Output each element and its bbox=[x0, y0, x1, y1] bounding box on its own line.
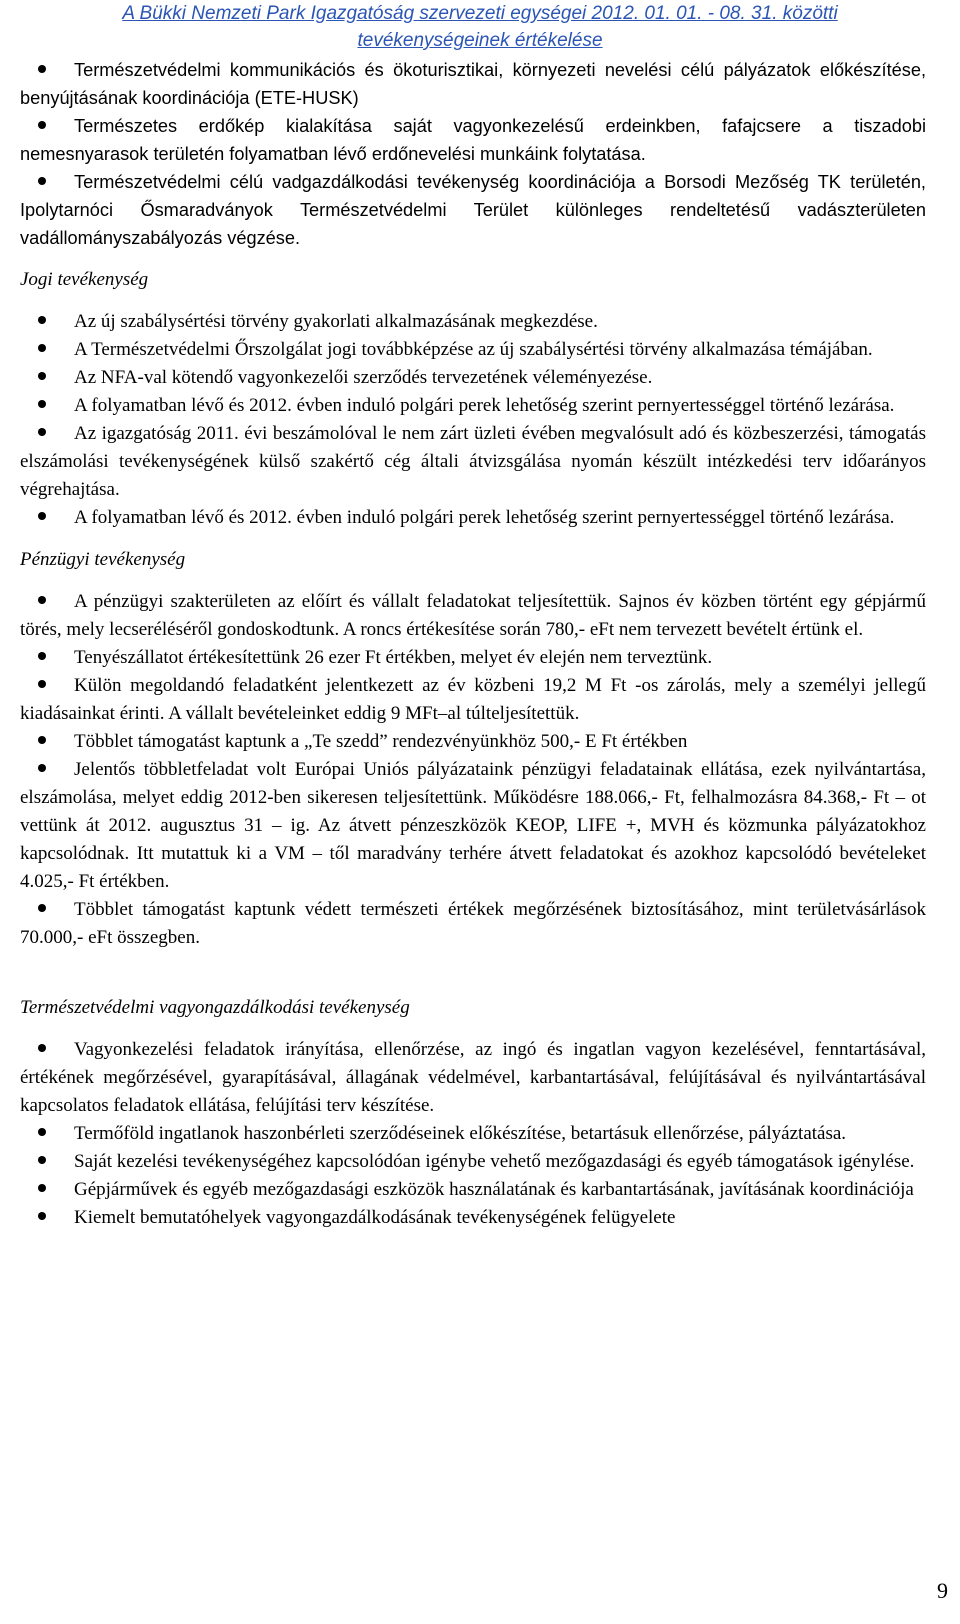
bullet-icon bbox=[38, 904, 46, 912]
list-item: Gépjárművek és egyéb mezőgazdasági eszközök használatának és karbantartásának, javításának koordinációja bbox=[20, 1176, 926, 1204]
page-header bbox=[0, 0, 960, 54]
section-title-legal: Jogi tevékenység bbox=[20, 269, 149, 290]
asset-list bbox=[20, 1036, 926, 1232]
list-item: Természetes erdőkép kialakítása saját vagyonkezelésű erdeinkben, fafajcsere a tiszadobi nemesnyarasok területén folyamatban lévő erdőnevelési munkáink folytatása. bbox=[20, 116, 926, 164]
list-item: Tenyészállatot értékesítettünk 26 ezer Ft értékben, melyet év elején nem terveztünk. bbox=[20, 644, 926, 672]
bullet-icon bbox=[38, 428, 46, 436]
list-item: A folyamatban lévő és 2012. évben induló polgári perek lehetőség szerint pernyertességgel történő lezárása. bbox=[20, 392, 926, 420]
list-item: Természetvédelmi célú vadgazdálkodási tevékenység koordinációja a Borsodi Mezőség TK területén, Ipolytarnóci Ősmaradványok Természetvédelmi Terület különleges rendeltetésű vadászterületen vadállományszabályozás végzése. bbox=[20, 172, 926, 248]
bullet-icon bbox=[38, 1044, 46, 1052]
bullet-icon bbox=[38, 400, 46, 408]
legal-list bbox=[20, 308, 926, 532]
list-item: Kiemelt bemutatóhelyek vagyongazdálkodásának tevékenységének felügyelete bbox=[20, 1204, 926, 1232]
bullet-icon bbox=[38, 764, 46, 772]
list-item: Természetvédelmi kommunikációs és ökoturisztikai, környezeti nevelési célú pályázatok előkészítése, benyújtásának koordinációja (ETE-HUSK) bbox=[20, 60, 926, 108]
bullet-icon bbox=[38, 652, 46, 660]
bullet-icon bbox=[38, 65, 46, 73]
bullet-icon bbox=[38, 1184, 46, 1192]
list-item: Saját kezelési tevékenységéhez kapcsolódóan igénybe vehető mezőgazdasági és egyéb támogatások igénylése. bbox=[20, 1148, 926, 1176]
header-line-2: tevékenységeinek értékelése bbox=[357, 30, 603, 51]
list-item: A Természetvédelmi Őrszolgálat jogi továbbképzése az új szabálysértési törvény alkalmazása témájában. bbox=[20, 336, 926, 364]
list-item: Többlet támogatást kaptunk védett természeti értékek megőrzésének biztosításához, mint területvásárlások 70.000,- eFt összegben. bbox=[20, 899, 926, 948]
header-line-1: A Bükki Nemzeti Park Igazgatóság szervezeti egységei 2012. 01. 01. - 08. 31. közötti bbox=[122, 3, 838, 24]
list-item: Az igazgatóság 2011. évi beszámolóval le nem zárt üzleti évében megvalósult adó és közbeszerzési, támogatás elszámolási tevékenységének külső szakértő cég általi átvizsgálása nyomán készült intézkedési terv időarányos végrehajtása. bbox=[20, 423, 926, 500]
finance-list bbox=[20, 588, 926, 952]
bullet-icon bbox=[38, 1128, 46, 1136]
page-number: 9 bbox=[937, 1578, 948, 1603]
bullet-icon bbox=[38, 344, 46, 352]
list-item: Az új szabálysértési törvény gyakorlati alkalmazásának megkezdése. bbox=[20, 308, 926, 336]
list-item: Többlet támogatást kaptunk a „Te szedd” rendezvényünkhöz 500,- E Ft értékben bbox=[20, 728, 926, 756]
bullet-icon bbox=[38, 596, 46, 604]
bullet-icon bbox=[38, 512, 46, 520]
list-item: A pénzügyi szakterületen az előírt és vállalt feladatokat teljesítettük. Sajnos év közben történt egy gépjármű törés, mely lecseréléséről gondoskodtunk. A roncs értékesítése során 780,- eFt nem tervezett bevételt értünk el. bbox=[20, 591, 926, 640]
list-item: Jelentős többletfeladat volt Európai Uniós pályázataink pénzügyi feladatainak ellátása, ezek nyilvántartása, elszámolása, melyet eddig 2012-ben sikeresen teljesítettünk. Működésre 188.066,- Ft, felhalmozásra 84.368,- Ft – ot vettünk át 2012. augusztus 31 – ig. Az átvett pénzeszközök KEOP, LIFE +, MVH és közmunka pályázatokhoz kapcsolódnak. Itt mutattuk ki a VM – től maradvány terhére átvett feladatokat és azokhoz kapcsolódó bevételeket 4.025,- Ft értékben. bbox=[20, 759, 926, 892]
bullet-icon bbox=[38, 1156, 46, 1164]
bullet-icon bbox=[38, 736, 46, 744]
document-body bbox=[20, 56, 926, 1232]
intro-list bbox=[20, 56, 926, 252]
section-title-finance: Pénzügyi tevékenység bbox=[20, 549, 186, 570]
bullet-icon bbox=[38, 372, 46, 380]
list-item: A folyamatban lévő és 2012. évben induló polgári perek lehetőség szerint pernyertességgel történő lezárása. bbox=[20, 504, 926, 532]
bullet-icon bbox=[38, 177, 46, 185]
list-item: Az NFA-val kötendő vagyonkezelői szerződés tervezetének véleményezése. bbox=[20, 364, 926, 392]
list-item: Külön megoldandó feladatként jelentkezett az év közbeni 19,2 M Ft -os zárolás, mely a személyi jellegű kiadásainkat érinti. A vállalt bevételeinket eddig 9 MFt–al túlteljesítettük. bbox=[20, 675, 926, 724]
bullet-icon bbox=[38, 680, 46, 688]
bullet-icon bbox=[38, 121, 46, 129]
bullet-icon bbox=[38, 1212, 46, 1220]
list-item: Vagyonkezelési feladatok irányítása, ellenőrzése, az ingó és ingatlan vagyon kezelésével, fenntartásával, értékének megőrzésével, gyarapításával, állagának védelmével, karbantartásával, felújításával és nyilvántartásával kapcsolatos feladatok ellátása, felújítási terv készítése. bbox=[20, 1039, 926, 1116]
bullet-icon bbox=[38, 316, 46, 324]
section-title-asset: Természetvédelmi vagyongazdálkodási tevékenység bbox=[20, 997, 410, 1018]
list-item: Termőföld ingatlanok haszonbérleti szerződéseinek előkészítése, betartásuk ellenőrzése, pályáztatása. bbox=[20, 1120, 926, 1148]
